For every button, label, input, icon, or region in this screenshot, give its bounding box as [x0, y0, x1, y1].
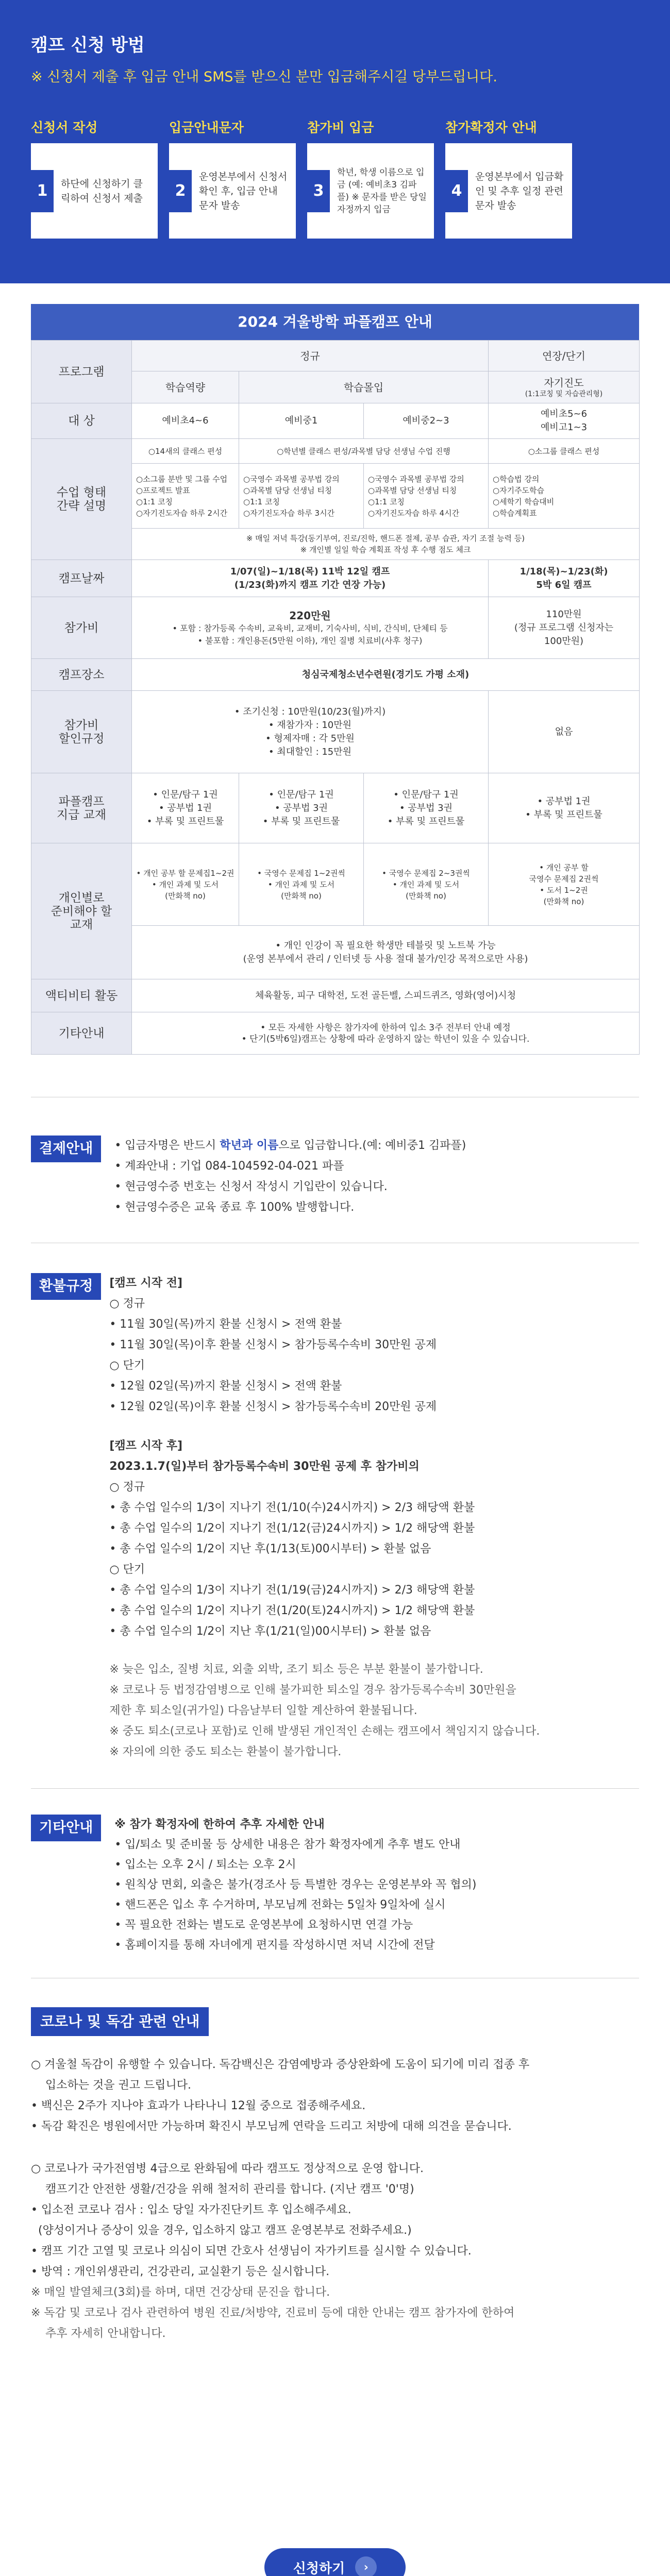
learn-power-header: 학습역량: [132, 371, 239, 403]
material-cell: • 인문/탐구 1권 • 공부법 3권 • 부록 및 프린트물: [364, 773, 489, 843]
row-header-activity: 액티비티 활동: [31, 979, 132, 1012]
row-header-form: 수업 형태 간략 설명: [31, 439, 132, 560]
apply-button[interactable]: [264, 2548, 406, 2576]
step-number: 2: [169, 170, 192, 212]
camp-info-table: [31, 340, 640, 1055]
form-cell: ○소그룹 클래스 편성: [489, 439, 640, 464]
target-cell: 예비초4~6: [132, 403, 239, 439]
step-2: [169, 117, 296, 239]
camp-info-table-wrap: [31, 304, 639, 1055]
material-cell: • 인문/탐구 1권 • 공부법 1권 • 부록 및 프린트물: [132, 773, 239, 843]
chevron-right-icon: ›: [355, 2556, 377, 2576]
etc-tag: 기타안내: [31, 1815, 101, 1841]
row-header-target: 대 상: [31, 403, 132, 439]
payment-line: • 현금영수증은 교육 종료 후 100% 발행합니다.: [114, 1201, 355, 1214]
date-cell: 1/07(일)~1/18(목) 11박 12일 캠프 (1/23(화)까지 캠프 기간 연장 가능): [132, 560, 489, 597]
extend-header: 연장/단기: [489, 341, 640, 371]
form-cell: ○학년별 클래스 편성/과목별 담당 선생님 수업 진행: [239, 439, 489, 464]
regular-header: 정규: [132, 341, 489, 371]
activity-cell: 체육활동, 피구 대학전, 도전 골든벨, 스피드퀴즈, 영화(영어)시청: [132, 979, 640, 1012]
learn-immerse-header: 학습몰입: [239, 371, 489, 403]
payment-line: • 현금영수증 번호는 신청서 작성시 기입란이 있습니다.: [114, 1180, 388, 1193]
banner-notice: ※ 신청서 제출 후 입금 안내 SMS를 받으신 분만 입금해주시길 당부드립니다.: [31, 69, 497, 85]
apply-button-label: 신청하기: [293, 2561, 345, 2576]
step-4: [445, 117, 572, 239]
step-1: [31, 117, 158, 239]
step-3: [307, 117, 434, 239]
place-cell: 청심국제청소년수련원(경기도 가평 소재): [132, 659, 640, 691]
payment-line: • 입금자명은 반드시 학년과 이름으로 입금합니다.(예: 예비중1 김파플): [114, 1139, 466, 1152]
corona-section: ○ 겨울철 독감이 유행할 수 있습니다. 독감백신은 감염예방과 증상완화에 도움이 되기에 미리 접종 후 입소하는 것을 권고 드립니다. • 백신은 2주가 지나야 효과가 나타나니 12월 중으로 접종해주세요. • 독감 확진은 병원에서만 가능하며 확진시 부모님께 연락을 드리고 처방에 대해 의견을 묻습니다. ○ 코로나가 국가전염병 4급으로 완화됨에 따라 캠프도 정상적으로 운영 합니다. 캠프기간 안전한 생활/건강을 위해 철저히 관리를 합니다. (지난 캠프 '0'명) • 입소전 코로나 검사 : 입소 당일 자가진단키트 후 입소해주세요. (양성이거나 증상이 있을 경우, 입소하지 않고 캠프 운영본부로 전화주세요.) • 캠프 기간 고열 및 코로나 의심이 되면 간호사 선생님이 자가키트를 실시할 수 있습니다. • 방역 : 개인위생관리, 건강관리, 교실환기 등은 실시합니다. ※ 매일 발열체크(3회)를 하며, 대면 건강상태 문진을 합니다. ※ 독감 및 코로나 검사 관련하여 병원 진료/처방약, 진료비 등에 대한 안내는 캠프 참가자에 한하여 추후 자세히 안내합니다.: [31, 2058, 530, 2340]
step-number: 3: [307, 170, 330, 212]
row-header-place: 캠프장소: [31, 659, 132, 691]
form-cell: ○국영수 과목별 공부법 강의 ○과목별 담당 선생님 티칭 ○1:1 코칭 ○자기진도자습 하루 4시간: [364, 464, 489, 529]
fee-cell: 220만원 • 포함 : 참가등록 수속비, 교육비, 교재비, 기숙사비, 식비, 간식비, 단체티 등 • 불포함 : 개인용돈(5만원 이하), 개인 질병 치료비(사후 청구): [132, 597, 489, 659]
material-cell: • 공부법 1권 • 부록 및 프린트물: [489, 773, 640, 843]
form-cell: ○소그룹 분반 및 그룹 수업 ○프로젝트 발표 ○1:1 코칭 ○자기진도자습 하루 2시간: [132, 464, 239, 529]
personal-cell: • 개인 공부 할 문제집1~2권 • 개인 과제 및 도서 (만화책 no): [132, 843, 239, 926]
material-cell: • 인문/탐구 1권 • 공부법 3권 • 부록 및 프린트물: [239, 773, 364, 843]
form-cell: ○국영수 과목별 공부법 강의 ○과목별 담당 선생님 티칭 ○1:1 코칭 ○자기진도자습 하루 3시간: [239, 464, 364, 529]
target-cell: 예비초5~6 예비고1~3: [489, 403, 640, 439]
personal-cell: • 개인 공부 할 국영수 문제집 2권씩 • 도서 1~2권 (만화책 no): [489, 843, 640, 926]
target-cell: 예비중2~3: [364, 403, 489, 439]
step-text: 운영본부에서 신청서 확인 후, 입금 안내 문자 발송: [199, 171, 288, 211]
etc-cell: • 모든 자세한 사항은 참가자에 한하여 입소 3주 전부터 안내 예정 • 단기(5박6일)캠프는 상황에 따라 운영하지 않는 학년이 있을 수 있습니다.: [132, 1012, 640, 1055]
step-title: 참가비 입금: [307, 120, 374, 135]
refund-section: 환불규정 [캠프 시작 전] ○ 정규 • 11월 30일(목)까지 환불 신청시 > 전액 환불 • 11월 30일(목)이후 환불 신청시 > 참가등록수속비 30만원 공제 ○ 단기 • 12월 02일(목)까지 환불 신청시 > 전액 환불 • 12월 02일(목)이후 환불 신청시 > 참가등록수속비 20만원 공제 [캠프 시작 후] 2023.1.7(일)부터 참가등록수속비 30만원 공제 후 참가비의 ○ 정규 • 총 수업 일수의 1/3이 지나기 전(1/10(수)24시까지) > 2/3 해당액 환불 • 총 수업 일수의 1/2이 지나기 전(1/12(금)24시까지) > 1/2 해당액 환불 • 총 수업 일수의 1/2이 지난 후(1/13(토)00시부터) > 환불 없음 ○ 단기 • 총 수업 일수의 1/3이 지나기 전(1/19(금)24시까지) > 2/3 해당액 환불 • 총 수업 일수의 1/2이 지나기 전(1/20(토)24시까지) > 1/2 해당액 환불 • 총 수업 일수의 1/2이 지난 후(1/21(일)00시부터) > 환불 없음 ※ 늦은 입소, 질병 치료, 외출 외박, 조기 퇴소 등은 부분 환불이 불가합니다. ※ 코로나 등 법정감염병으로 인해 불가피한 퇴소일 경우 참가등록수속비 30만원을 제한 후 퇴소일(귀가일) 다음날부터 일할 계산하여 환불됩니다. ※ 중도 퇴소(코로나 포함)로 인해 발생된 개인적인 손해는 캠프에서 책임지지 않습니다. ※ 자의에 의한 중도 퇴소는 환불이 불가합니다.: [31, 1273, 639, 1762]
refund-tag: 환불규정: [31, 1273, 101, 1300]
step-text: 운영본부에서 입금확인 및 추후 일정 관련 문자 발송: [475, 171, 564, 211]
step-list: [31, 117, 639, 239]
fee-cell: 110만원 (정규 프로그램 신청자는 100만원): [489, 597, 640, 659]
row-header-personal: 개인별로 준비해야 할 교재: [31, 843, 132, 979]
payment-section: [31, 1136, 639, 1218]
personal-cell: • 국영수 문제집 2~3권씩 • 개인 과제 및 도서 (만화책 no): [364, 843, 489, 926]
form-cell: ○학습법 강의 ○자기주도학습 ○세학기 학습대비 ○학습계획표: [489, 464, 640, 529]
discount-cell: • 조기신청 : 10만원(10/23(월)까지) • 재참가자 : 10만원 • 형제자매 : 각 5만원 • 최대할인 : 15만원: [132, 691, 489, 773]
row-header-date: 캠프날짜: [31, 560, 132, 597]
personal-note: • 개인 인강이 꼭 필요한 학생만 테블릿 및 노트북 가능 (운영 본부에서 관리 / 인터넷 등 사용 절대 불가/인강 목적으로만 사용): [132, 926, 640, 979]
payment-tag: 결제안내: [31, 1136, 101, 1162]
target-cell: 예비중1: [239, 403, 364, 439]
step-number: 1: [31, 170, 54, 212]
row-header-fee: 참가비: [31, 597, 132, 659]
step-text: 학년, 학생 이름으로 입금 (예: 예비초3 김파플) ※ 문자를 받은 당일 자정까지 입금: [337, 167, 427, 215]
step-title: 신청서 작성: [31, 120, 98, 135]
self-study-header: 자기진도 (1:1코칭 및 자습관리형): [489, 371, 640, 403]
row-header-discount: 참가비 할인규정: [31, 691, 132, 773]
step-title: 참가확정자 안내: [445, 120, 537, 135]
form-cell: ○14새의 클래스 편성: [132, 439, 239, 464]
divider: [31, 1788, 639, 1789]
camp-table-title: 2024 겨울방학 파플캠프 안내: [31, 304, 639, 340]
step-number: 4: [445, 170, 468, 212]
etc-section: 기타안내 ※ 참가 확정자에 한하여 추후 자세한 안내 • 입/퇴소 및 준비물 등 상세한 내용은 참가 확정자에게 추후 별도 안내 • 입소는 오후 2시 / 퇴소는 오후 2시 • 원칙상 면회, 외출은 불가(경조사 등 특별한 경우는 운영본부와 꼭 협의) • 핸드폰은 입소 후 수거하며, 부모님께 전화는 5일차 9일차에 실시 • 꼭 필요한 전화는 별도로 운영본부에 요청하시면 연결 가능 • 홈페이지를 통해 자녀에게 편지를 작성하시면 저녁 시간에 전달: [31, 1815, 639, 1955]
form-note: ※ 매일 저녁 특강(동기부여, 진로/진학, 핸드폰 절제, 공부 습관, 자기 조절 능력 등) ※ 개인별 일일 학습 계획표 작성 후 수행 점도 체크: [132, 529, 640, 560]
row-header-etc: 기타안내: [31, 1012, 132, 1055]
corona-tag: 코로나 및 독감 관련 안내: [31, 2007, 209, 2036]
date-cell: 1/18(목)~1/23(화) 5박 6일 캠프: [489, 560, 640, 597]
banner-title: 캠프 신청 방법: [31, 35, 145, 56]
step-text: 하단에 신청하기 클릭하여 신청서 제출: [61, 178, 143, 204]
row-header-material: 파플캠프 지급 교재: [31, 773, 132, 843]
row-header-program: 프로그램: [31, 341, 132, 403]
discount-cell: 없음: [489, 691, 640, 773]
apply-method-banner: [0, 0, 670, 283]
personal-cell: • 국영수 문제집 1~2권씩 • 개인 과제 및 도서 (만화책 no): [239, 843, 364, 926]
step-title: 입금안내문자: [169, 120, 244, 135]
payment-line: • 계좌안내 : 기업 084-104592-04-021 파플: [114, 1160, 344, 1173]
